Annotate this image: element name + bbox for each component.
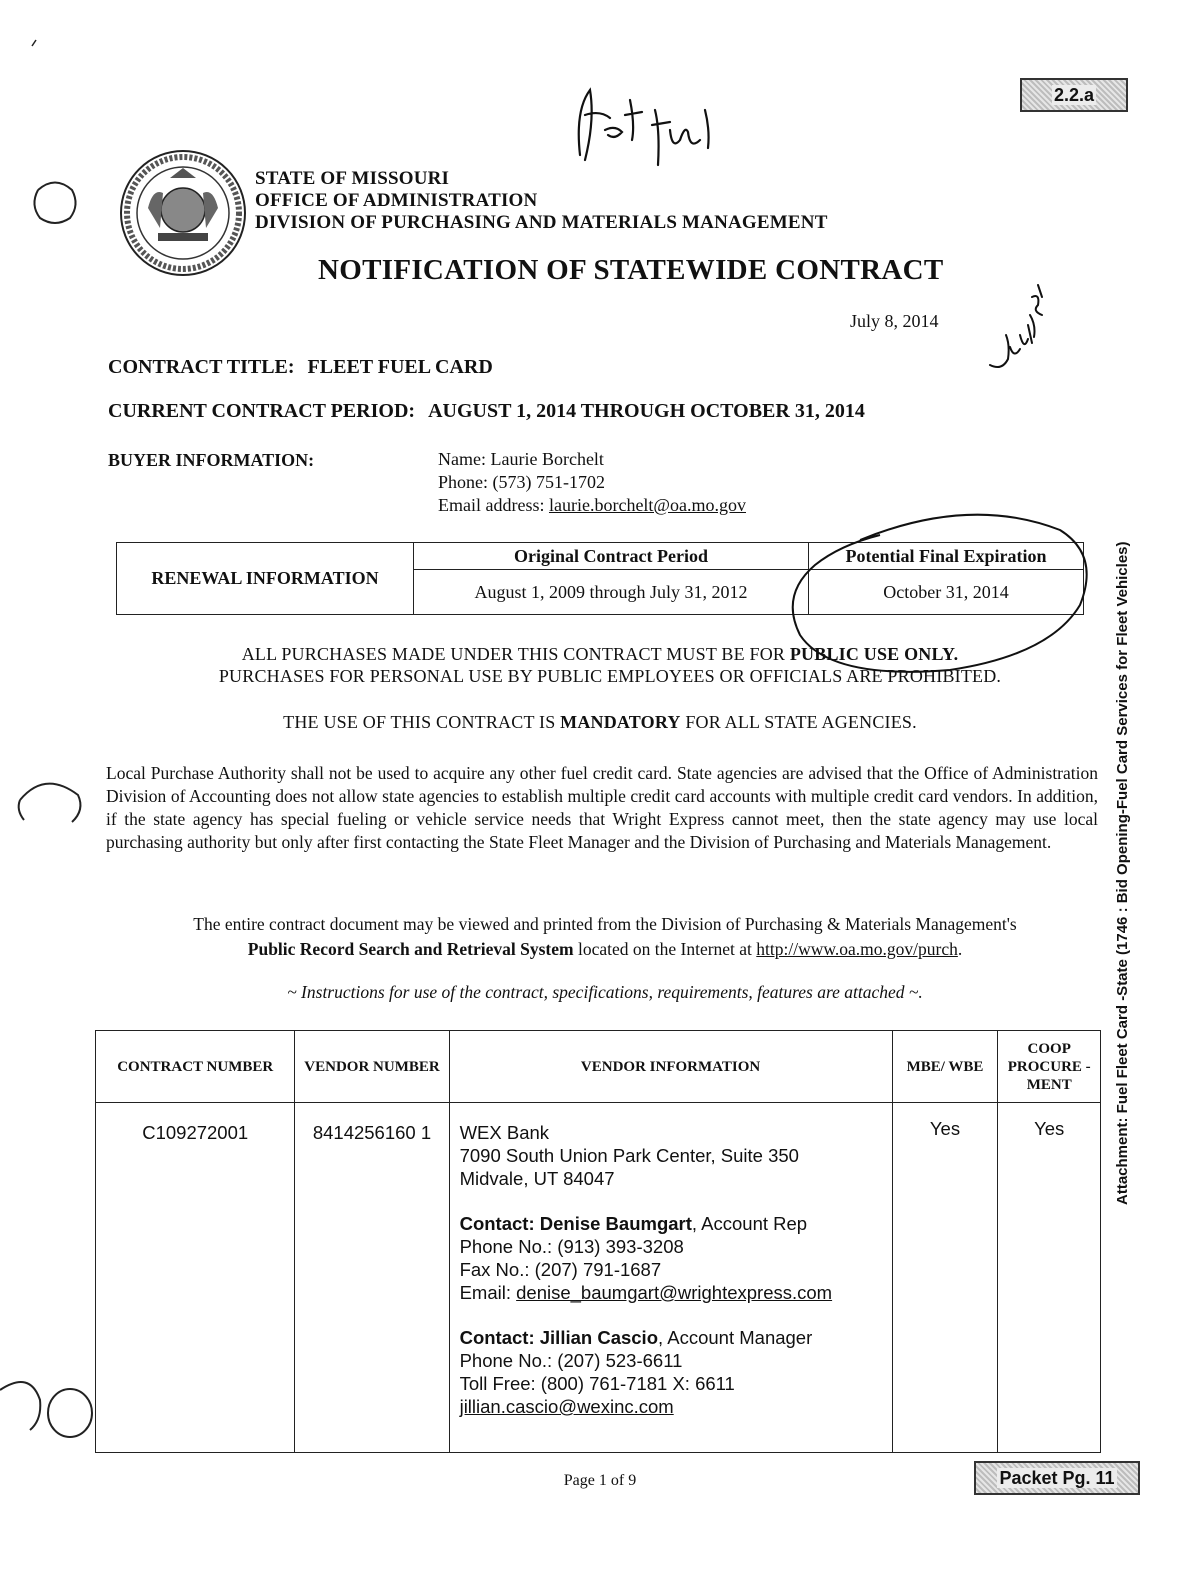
- coop-cell: [998, 1103, 1101, 1453]
- contract-number: C109272001: [142, 1122, 249, 1143]
- buyer-phone-row: [438, 471, 746, 494]
- record-search-system: Public Record Search and Retrieval System: [247, 939, 574, 959]
- handwritten-date: [980, 275, 1050, 385]
- vendor-address-1: 7090 South Union Park Center, Suite 350: [459, 1145, 799, 1166]
- original-period-value: August 1, 2009 through July 31, 2012: [414, 570, 809, 615]
- public-use-line-1: [120, 644, 1080, 665]
- contact-2-line: [460, 1326, 892, 1349]
- buyer-email-label: Email address:: [438, 495, 545, 515]
- notification-date: July 8, 2014: [850, 311, 939, 331]
- stamp-2-2-a-text: 2.2.a: [1053, 85, 1095, 105]
- vendor-number: 8414256160 1: [312, 1122, 432, 1143]
- public-use-text: ALL PURCHASES MADE UNDER THIS CONTRACT MUST BE FOR: [241, 644, 786, 664]
- vendor-table: [95, 1030, 1101, 1453]
- final-expiration-header: Potential Final Expiration: [809, 543, 1084, 570]
- document-view-end: .: [957, 939, 963, 959]
- contact-1-fax: Fax No.: (207) 791-1687: [459, 1259, 662, 1280]
- buyer-phone: (573) 751-1702: [492, 472, 605, 492]
- document-view-mid: located on the Internet at: [577, 939, 752, 959]
- mbe-wbe-value: Yes: [929, 1118, 961, 1139]
- header-division: DIVISION OF PURCHASING AND MATERIALS MANAGEMENT: [255, 212, 828, 233]
- contact-2-name: Jillian Cascio: [539, 1327, 658, 1348]
- header-contract-number: CONTRACT NUMBER: [96, 1031, 295, 1103]
- table-row: [96, 1103, 1101, 1453]
- contract-period-label: CURRENT CONTRACT PERIOD:: [108, 400, 416, 422]
- header-coop: COOP PROCURE -MENT: [998, 1031, 1101, 1103]
- contact-1-email-label: Email:: [459, 1282, 511, 1303]
- handwritten-fleet-fuel: [560, 70, 730, 180]
- contact-2-tollfree: Toll Free: (800) 761-7181 X: 6611: [459, 1373, 735, 1394]
- contact-2-email-link[interactable]: jillian.cascio@wexinc.com: [459, 1396, 674, 1417]
- packet-page-stamp: [974, 1461, 1140, 1495]
- page-number: Page 1 of 9: [563, 1472, 637, 1489]
- vendor-number-cell: [295, 1103, 449, 1453]
- final-expiration-value: October 31, 2014: [809, 570, 1084, 615]
- public-use-only: PUBLIC USE ONLY.: [789, 644, 959, 664]
- buyer-phone-label: Phone:: [438, 472, 489, 492]
- attachment-side-label: Attachment: Fuel Fleet Card -State (1746 : Bid Opening-Fuel Card Services for Fleet Vehicles): [1114, 541, 1131, 1205]
- original-period-header: Original Contract Period: [414, 543, 809, 570]
- header-office: OFFICE OF ADMINISTRATION: [255, 190, 538, 211]
- page-title: NOTIFICATION OF STATEWIDE CONTRACT: [318, 254, 944, 286]
- contact-1-email-row: [460, 1281, 892, 1304]
- stamp-2-2-a: [1020, 78, 1128, 112]
- mandatory-text-a: THE USE OF THIS CONTRACT IS: [283, 712, 556, 732]
- buyer-name-label: Name:: [438, 449, 486, 469]
- document-view-block: [110, 912, 1100, 962]
- buyer-email-link[interactable]: laurie.borchelt@oa.mo.gov: [548, 495, 746, 515]
- purchasing-url-link[interactable]: http://www.oa.mo.gov/purch: [756, 939, 958, 959]
- header-state: STATE OF MISSOURI: [255, 168, 450, 189]
- contact-1-line: [460, 1212, 892, 1235]
- vendor-info-cell: [449, 1103, 892, 1453]
- coop-value: Yes: [1034, 1118, 1065, 1139]
- header-mbe-wbe: MBE/ WBE: [892, 1031, 998, 1103]
- buyer-name: Laurie Borchelt: [490, 449, 604, 469]
- missouri-state-seal: [118, 148, 248, 278]
- buyer-name-row: [438, 448, 746, 471]
- mandatory-text-c: FOR ALL STATE AGENCIES.: [685, 712, 917, 732]
- contact-2-phone: Phone No.: (207) 523-6611: [459, 1350, 683, 1371]
- header-vendor-information: VENDOR INFORMATION: [449, 1031, 892, 1103]
- mbe-wbe-cell: [892, 1103, 998, 1453]
- mandatory-word: MANDATORY: [560, 712, 681, 732]
- contact-1-phone: Phone No.: (913) 393-3208: [459, 1236, 684, 1257]
- renewal-label: RENEWAL INFORMATION: [117, 543, 414, 615]
- contract-title-label: CONTRACT TITLE:: [108, 356, 295, 378]
- contact-1-email-link[interactable]: denise_baumgart@wrightexpress.com: [516, 1282, 833, 1303]
- contract-title-value: FLEET FUEL CARD: [307, 356, 493, 378]
- packet-page-stamp-text: Packet Pg. 11: [999, 1468, 1115, 1488]
- contact-1-name: Denise Baumgart: [539, 1213, 692, 1234]
- contract-period-line: [108, 400, 865, 423]
- buyer-info-label: BUYER INFORMATION:: [108, 450, 315, 470]
- header-vendor-number: VENDOR NUMBER: [295, 1031, 449, 1103]
- contract-title-line: [108, 356, 493, 379]
- buyer-info-block: [438, 448, 746, 517]
- contact-1-label: Contact:: [459, 1213, 535, 1234]
- contract-period-value: AUGUST 1, 2014 THROUGH OCTOBER 31, 2014: [428, 400, 865, 422]
- vendor-company: WEX Bank: [459, 1122, 550, 1143]
- mandatory-line: [120, 712, 1080, 733]
- contact-2-label: Contact:: [459, 1327, 535, 1348]
- public-use-line-2: PURCHASES FOR PERSONAL USE BY PUBLIC EMPLOYEES OR OFFICIALS ARE PROHIBITED.: [218, 666, 1002, 686]
- vendor-address-2: Midvale, UT 84047: [459, 1168, 615, 1189]
- document-view-line-1: The entire contract document may be viewed and printed from the Division of Purchasing & Materials Management's: [193, 914, 1017, 934]
- buyer-email-row: [438, 494, 746, 517]
- contact-2-role: , Account Manager: [658, 1327, 813, 1348]
- instructions-line: ~ Instructions for use of the contract, specifications, requirements, features are attached ~.: [287, 982, 923, 1002]
- contract-number-cell: [96, 1103, 295, 1453]
- document-view-line-2: [110, 937, 1100, 962]
- local-purchase-paragraph: Local Purchase Authority shall not be used to acquire any other fuel credit card. State agencies are advised that the Office of Administration Division of Accounting does not allow state agencies to establish multiple credit card accounts with multiple credit card vendors. In addition, if the state agency has special fueling or vehicle service needs that Wright Express cannot meet, then the state agency may use local purchasing authority but only after first contacting the State Fleet Manager and the Division of Purchasing and Materials Management.: [106, 763, 1098, 852]
- contact-1-role: , Account Rep: [691, 1213, 808, 1234]
